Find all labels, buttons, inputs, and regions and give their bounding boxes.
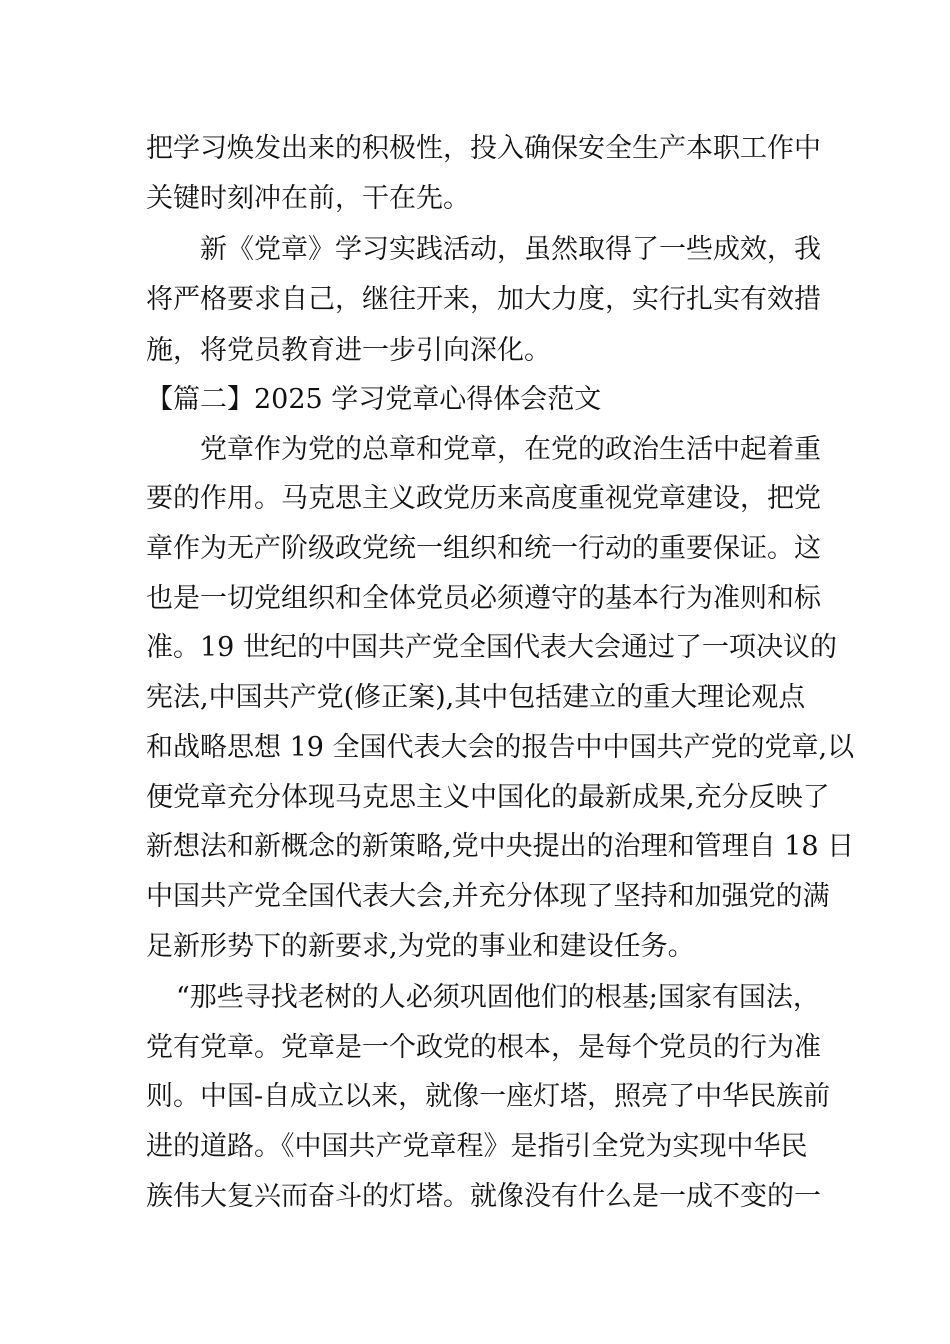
section-heading: 【篇二】2025 学习党章心得体会范文	[146, 384, 602, 415]
text-line: 施，将党员教育进一步引向深化。	[146, 335, 551, 366]
text-line: 便党章充分体现马克思主义中国化的最新成果,充分反映了	[146, 782, 830, 813]
paragraph-first-line: 新《党章》学习实践活动，虽然取得了一些成效，我	[200, 234, 821, 265]
text-line: 关键时刻冲在前，干在先。	[146, 183, 470, 214]
paragraph-first-line: “那些寻找老树的人必须巩固他们的根基;国家有国法，	[176, 982, 820, 1013]
text-line: 也是一切党组织和全体党员必须遵守的基本行为准则和标	[146, 583, 821, 614]
text-line: 足新形势下的新要求,为党的事业和建设任务。	[146, 931, 695, 962]
text-line: 族伟大复兴而奋斗的灯塔。就像没有什么是一成不变的一	[146, 1181, 821, 1212]
text-line: 把学习焕发出来的积极性，投入确保安全生产本职工作中	[146, 133, 821, 164]
text-line: 党有党章。党章是一个政党的根本，是每个党员的行为准	[146, 1032, 821, 1063]
text-line: 中国共产党全国代表大会,并充分体现了坚持和加强党的满	[146, 881, 830, 912]
text-line: 章作为无产阶级政党统一组织和统一行动的重要保证。这	[146, 533, 821, 564]
text-line: 新想法和新概念的新策略,党中央提出的治理和管理自 18 日	[146, 831, 855, 862]
text-line: 进的道路。《中国共产党章程》是指引全党为实现中华民	[146, 1131, 808, 1162]
text-line: 则。中国-自成立以来，就像一座灯塔，照亮了中华民族前	[146, 1081, 831, 1112]
text-line: 准。19 世纪的中国共产党全国代表大会通过了一项决议的	[146, 632, 837, 663]
text-line: 要的作用。马克思主义政党历来高度重视党章建设，把党	[146, 483, 821, 514]
text-line: 将严格要求自己，继往开来，加大力度，实行扎实有效措	[146, 284, 821, 315]
text-line: 和战略思想 19 全国代表大会的报告中中国共产党的党章,以	[146, 732, 855, 763]
text-line: 宪法,中国共产党(修正案),其中包括建立的重大理论观点	[146, 682, 806, 713]
paragraph-first-line: 党章作为党的总章和党章，在党的政治生活中起着重	[200, 434, 821, 465]
